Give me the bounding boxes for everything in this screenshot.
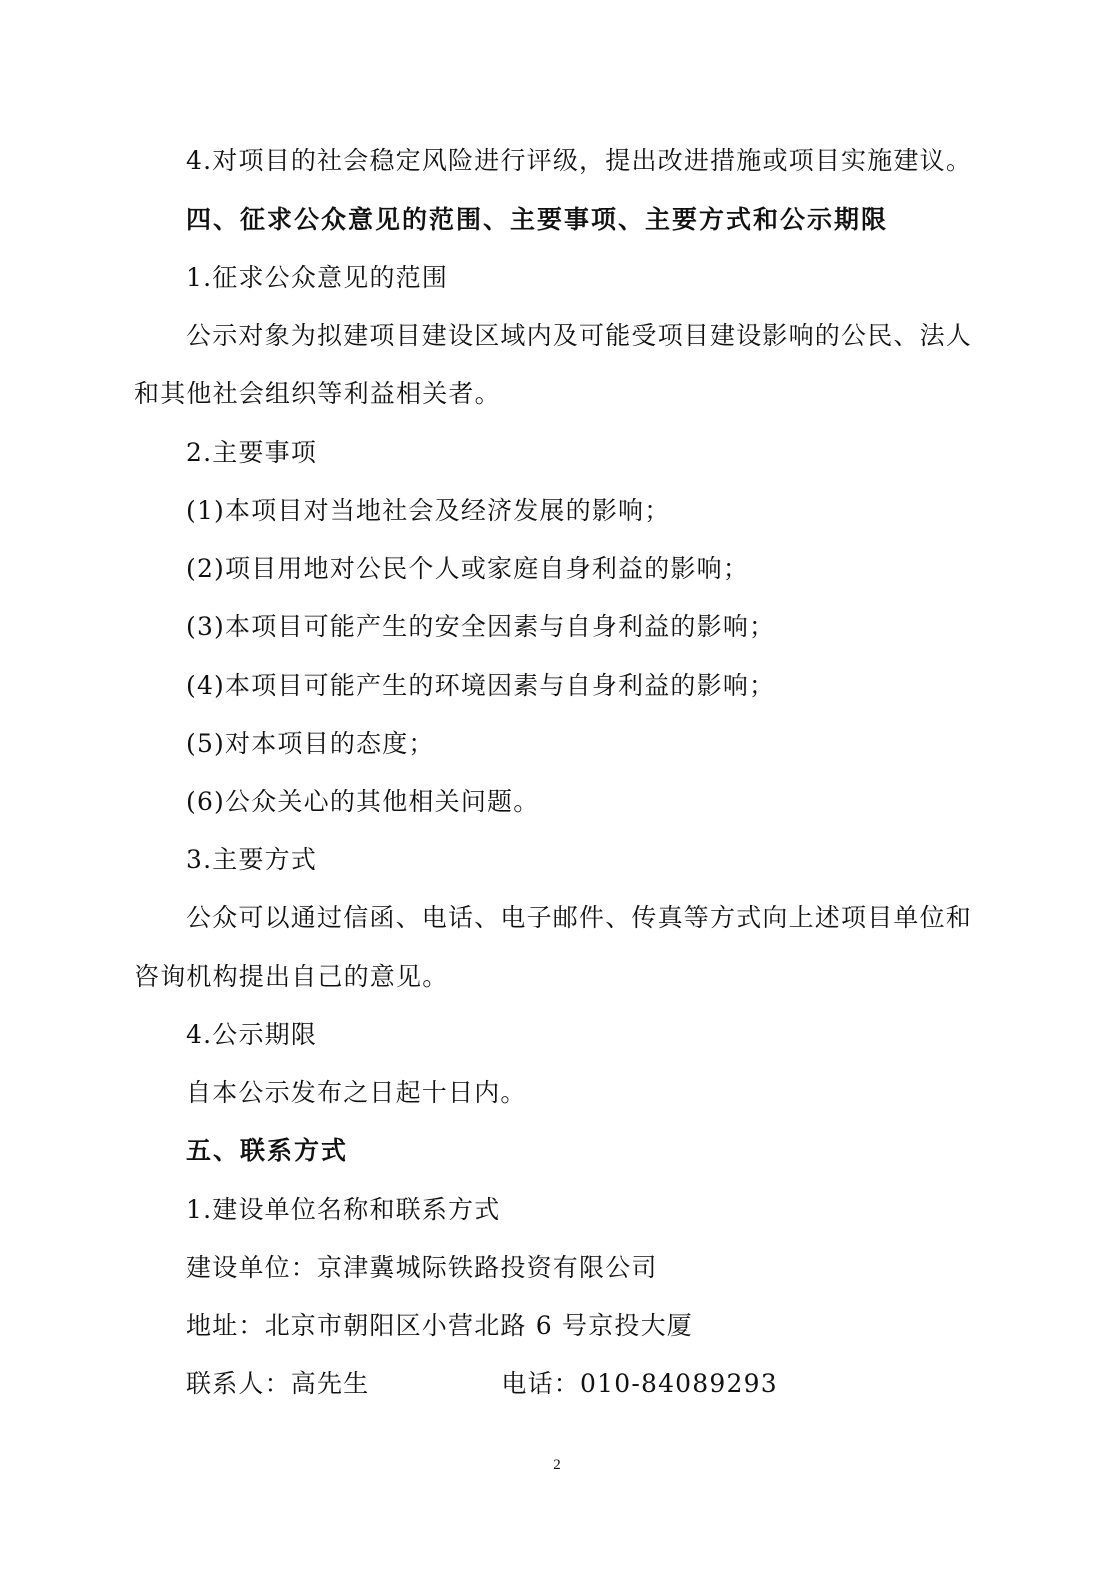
subheading: 1.征求公众意见的范围	[186, 263, 449, 292]
list-item: (5)对本项目的态度；	[186, 729, 435, 758]
subheading: 2.主要事项	[186, 438, 318, 467]
paragraph-continuation: 和其他社会组织等利益相关者。	[134, 379, 501, 408]
paragraph: 4.对项目的社会稳定风险进行评级，提出改进措施或项目实施建议。	[186, 146, 973, 175]
list-item: (6)公众关心的其他相关问题。	[186, 787, 540, 816]
paragraph-continuation: 咨询机构提出自己的意见。	[134, 962, 449, 991]
subheading: 1.建设单位名称和联系方式	[186, 1195, 501, 1224]
section-heading: 四、征求公众意见的范围、主要事项、主要方式和公示期限	[186, 205, 889, 234]
paragraph: 公示对象为拟建项目建设区域内及可能受项目建设影响的公民、法人	[186, 321, 973, 350]
list-item: (4)本项目可能产生的环境因素与自身利益的影响；	[186, 671, 776, 700]
list-item: (2)项目用地对公民个人或家庭自身利益的影响；	[186, 554, 750, 583]
contact-person: 联系人：高先生	[186, 1369, 370, 1398]
list-item: (1)本项目对当地社会及经济发展的影响；	[186, 496, 671, 525]
paragraph: 建设单位：京津冀城际铁路投资有限公司	[186, 1253, 658, 1282]
paragraph: 地址：北京市朝阳区小营北路 6 号京投大厦	[186, 1311, 694, 1340]
subheading: 3.主要方式	[186, 845, 318, 874]
contact-row	[186, 1371, 778, 1396]
list-item: (3)本项目可能产生的安全因素与自身利益的影响；	[186, 612, 776, 641]
paragraph: 自本公示发布之日起十日内。	[186, 1078, 527, 1107]
subheading: 4.公示期限	[186, 1020, 318, 1049]
section-heading: 五、联系方式	[186, 1136, 349, 1165]
contact-phone: 电话：010-84089293	[501, 1369, 778, 1398]
page-number: 2	[553, 1457, 561, 1473]
paragraph: 公众可以通过信函、电话、电子邮件、传真等方式向上述项目单位和	[186, 903, 973, 932]
